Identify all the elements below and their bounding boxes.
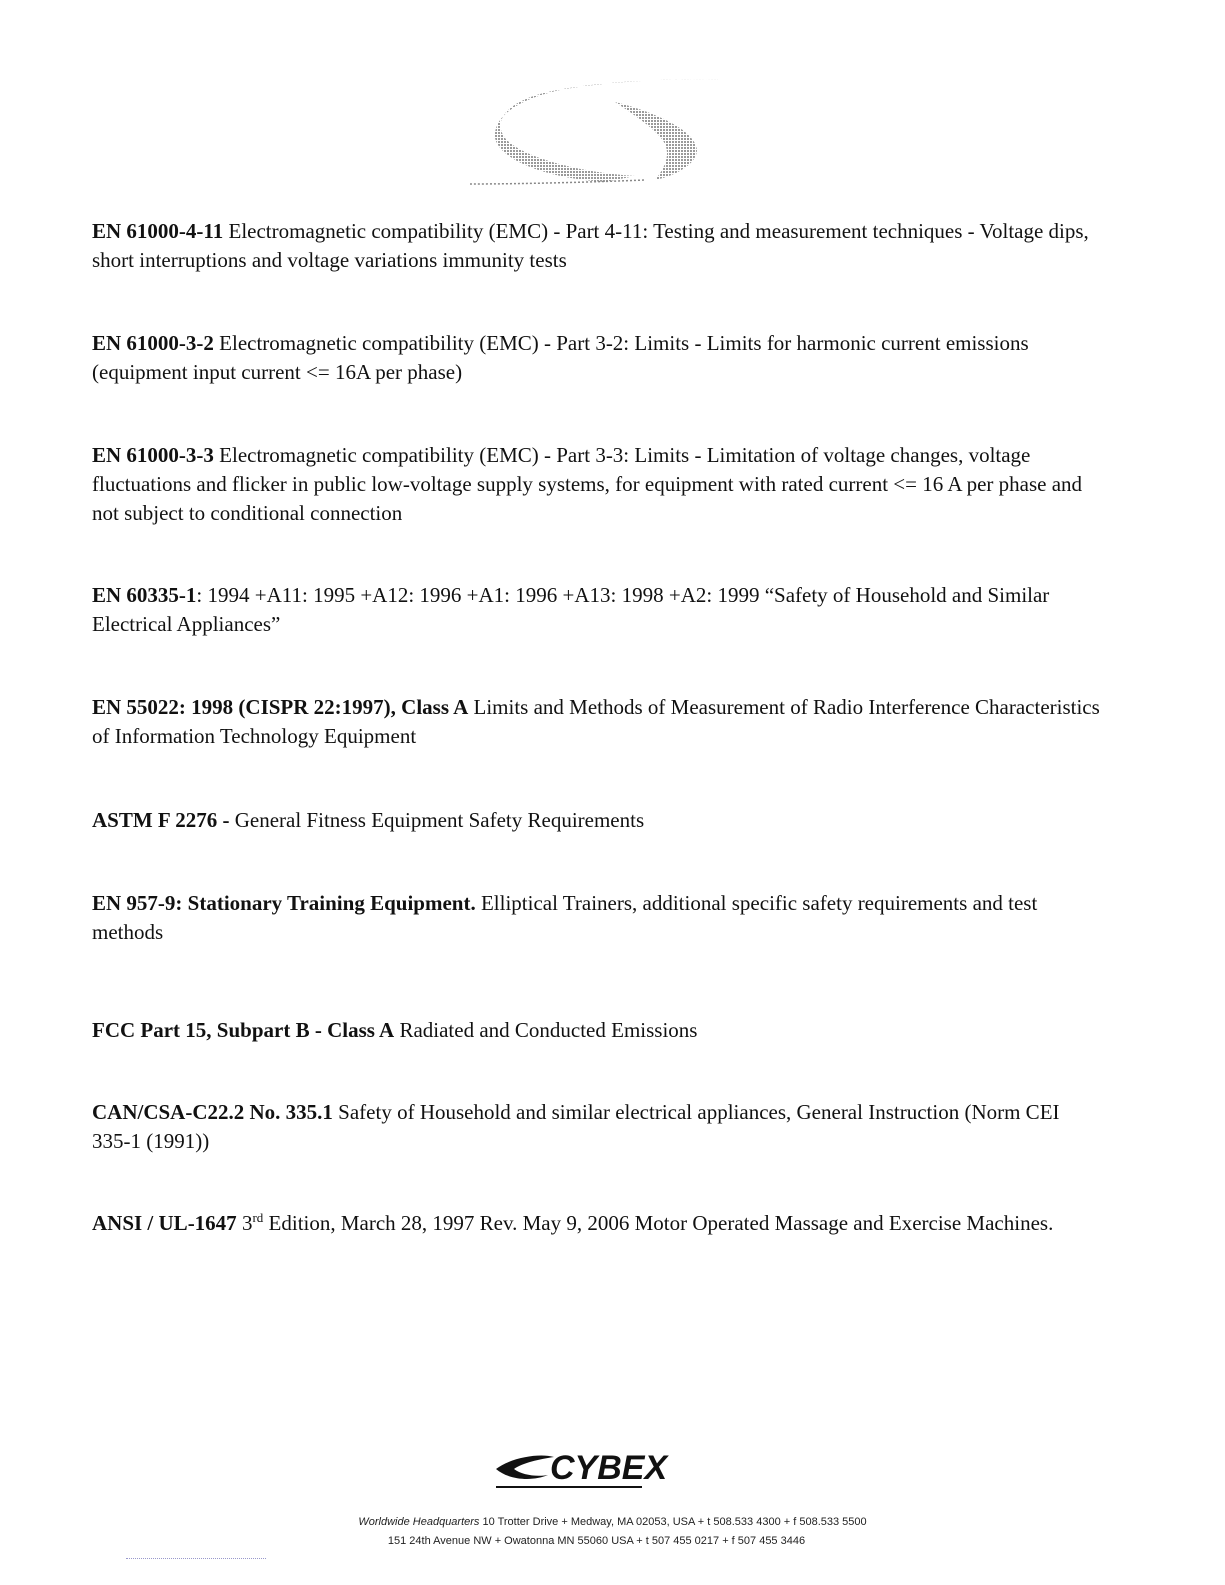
footer-second-address — [0, 1535, 1209, 1547]
standard-entry — [92, 1209, 1102, 1238]
brand-name: CYBEX — [550, 1449, 668, 1487]
standard-code: EN 61000-3-2 — [92, 331, 214, 355]
standard-code: CAN/CSA-C22.2 No. 335.1 — [92, 1100, 333, 1124]
standard-entry — [92, 441, 1102, 528]
standard-code: FCC Part 15, Subpart B - Class A — [92, 1018, 395, 1042]
standard-entry — [92, 217, 1102, 275]
standard-description: Electromagnetic compatibility (EMC) - Part 3-3: Limits - Limitation of voltage changes, voltage fluctuations and flicker in public low-voltage supply systems, for equipment with rated current <= 16 A per phase and not subject to conditional connection — [92, 443, 1083, 525]
standard-code: EN 60335-1 — [92, 583, 197, 607]
standard-code: EN 957-9: Stationary Training Equipment. — [92, 891, 476, 915]
standard-entry — [92, 329, 1102, 387]
standard-code: EN 61000-3-3 — [92, 443, 214, 467]
standard-entry — [92, 1098, 1102, 1156]
divider — [126, 1558, 266, 1560]
ordinal-suffix: rd — [252, 1210, 264, 1225]
standard-code: ANSI / UL-1647 — [92, 1211, 237, 1235]
standard-entry — [92, 889, 1102, 947]
footer-headquarters — [0, 1516, 1225, 1528]
standard-description: Elliptical Trainers, additional specific safety requirements and test methods — [92, 891, 1038, 944]
standard-description: Electromagnetic compatibility (EMC) - Part 4-11: Testing and measurement techniques - Voltage dips, short interruptions and voltage variations immunity tests — [92, 219, 1089, 272]
standard-code: EN 55022: 1998 (CISPR 22:1997), Class A — [92, 695, 469, 719]
standard-entry — [92, 693, 1102, 751]
standard-entry — [92, 581, 1102, 639]
standard-description: : 1994 +A11: 1995 +A12: 1996 +A1: 1996 +A13: 1998 +A2: 1999 “Safety of Household and Similar Electrical Appliances” — [92, 583, 1050, 636]
hq-label: Worldwide Headquarters — [358, 1516, 480, 1528]
standard-entry — [92, 1016, 1102, 1045]
standard-description: Radiated and Conducted Emissions — [394, 1018, 698, 1042]
standard-code: EN 61000-4-11 — [92, 219, 224, 243]
standard-description: General Fitness Equipment Safety Requirements — [229, 808, 645, 832]
standard-description: Electromagnetic compatibility (EMC) - Part 3-2: Limits - Limits for harmonic current emissions (equipment input current <= 16A per phase) — [92, 331, 1029, 384]
standard-description: Limits and Methods of Measurement of Radio Interference Characteristics of Information Technology Equipment — [92, 695, 1100, 748]
cybex-wordmark-logo — [492, 1443, 702, 1491]
standard-code: ASTM F 2276 - — [92, 808, 230, 832]
standard-entry — [92, 806, 1102, 835]
cybex-swoosh-logo — [465, 72, 725, 190]
standard-edition-number: 3 — [236, 1211, 253, 1235]
hq-address: 10 Trotter Drive + Medway, MA 02053, USA + t 508.533 4300 + f 508.533 5500 — [479, 1516, 867, 1528]
standard-description: Edition, March 28, 1997 Rev. May 9, 2006 Motor Operated Massage and Exercise Machines. — [263, 1211, 1054, 1235]
standard-description: Safety of Household and similar electrical appliances, General Instruction (Norm CEI 335-1 (1991)) — [92, 1100, 1060, 1153]
second-address: 151 24th Avenue NW + Owatonna MN 55060 USA + t 507 455 0217 + f 507 455 3446 — [387, 1535, 806, 1547]
